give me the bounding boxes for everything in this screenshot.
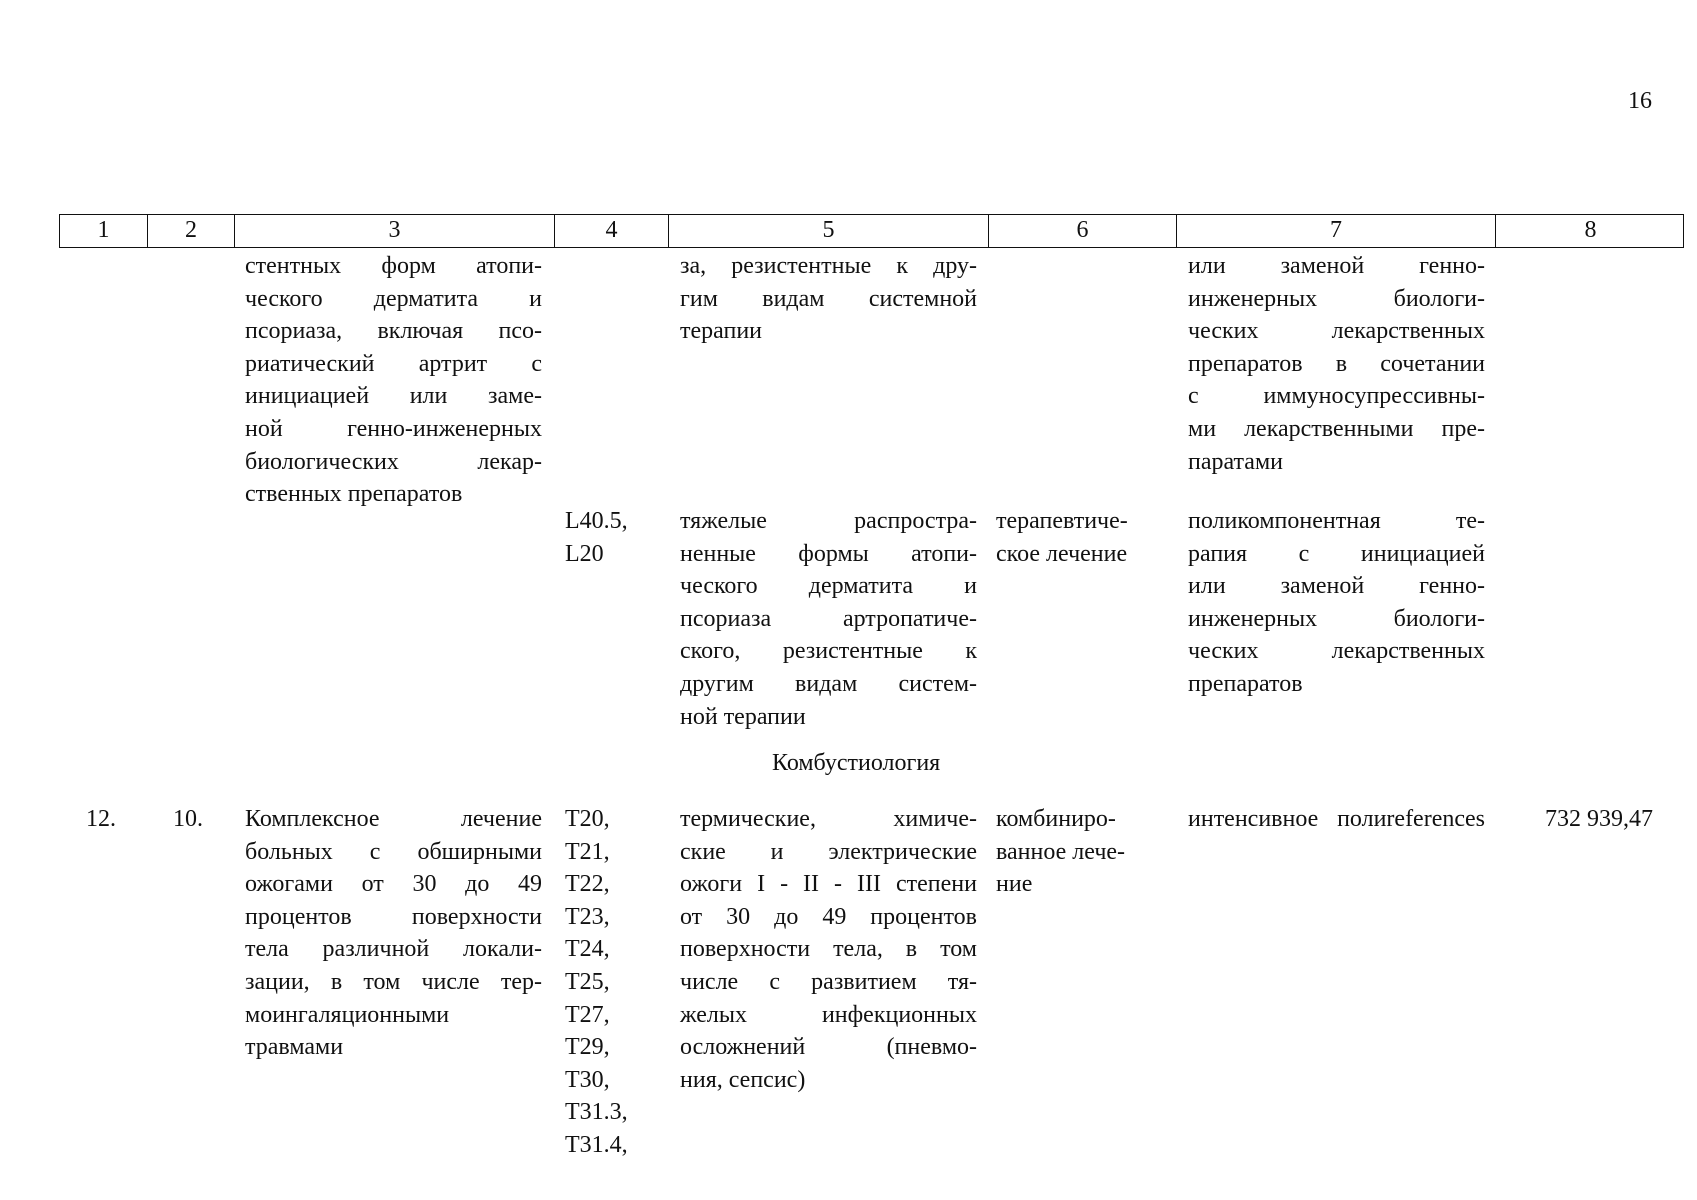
text-line: Комплексное лечение (245, 806, 542, 832)
text-line: псориаза артропатиче- (680, 605, 977, 632)
row2-col7-text (1188, 505, 1485, 701)
header-col-8: 8 (1584, 217, 1597, 243)
cont-col7-text (1188, 250, 1485, 478)
text-line: инициацией или заме- (245, 383, 542, 410)
text-line: риатический артрит с (245, 350, 542, 377)
text-line: биологических лекар- (245, 448, 542, 475)
text-line: ческого дерматита и (680, 573, 977, 600)
row12-codes (565, 803, 665, 1162)
text-line: процентов поверхности (245, 903, 542, 930)
cont-col3-text (245, 250, 542, 511)
text-line: ванное лече- (996, 838, 1126, 865)
text-line: травмами (245, 1034, 344, 1061)
text-line: T25, (565, 968, 610, 995)
text-line: ние (996, 871, 1033, 898)
text-line: с иммуносупрессивны- (1188, 383, 1485, 410)
text-line: поликомпонентная те- (1188, 508, 1485, 534)
text-line: ческих лекарственных (1188, 638, 1485, 665)
text-line: тяжелые распростра- (680, 508, 977, 534)
text-line: ческих лекарственных (1188, 318, 1485, 345)
text-line: препаратов в сочетании (1188, 350, 1485, 377)
text-line: гим видам системной (680, 285, 977, 312)
header-col-1: 1 (60, 215, 148, 247)
section-title: Комбустиология (772, 750, 941, 776)
text-line: термические, химиче- (680, 806, 977, 832)
text-line: осложнений (пневмо- (680, 1034, 977, 1061)
text-line: T30, (565, 1066, 610, 1093)
text-line: ческого дерматита и (245, 285, 542, 312)
row12-subnumber: 10. (173, 806, 203, 832)
text-line: желых инфекционных (680, 1001, 977, 1028)
table-header-row (59, 214, 1684, 248)
text-line: ния, сепсис) (680, 1066, 806, 1093)
row12-col6-text (996, 803, 1166, 901)
text-line: комбиниро- (996, 806, 1116, 832)
text-line: ские и электрические (680, 838, 977, 865)
text-line: L20 (565, 540, 604, 567)
text-line: зации, в том числе тер- (245, 968, 542, 995)
cont-col5-text (680, 250, 977, 348)
text-line: T31.3, (565, 1099, 628, 1126)
text-line: тела различной локали- (245, 936, 542, 963)
text-line: T27, (565, 1001, 610, 1028)
text-line: T21, (565, 838, 610, 865)
text-line: рапия с инициацией (1188, 540, 1485, 567)
text-line: терапии (680, 318, 763, 345)
text-line: другим видам систем- (680, 670, 977, 697)
header-col-4: 4 (555, 215, 669, 247)
text-line: инженерных биологи- (1188, 605, 1485, 632)
text-line: ной генно-инженерных (245, 415, 542, 442)
text-line: или заменой генно- (1188, 253, 1485, 279)
text-line: поверхности тела, в том (680, 936, 977, 963)
text-line: ной терапии (680, 703, 806, 730)
text-line: за, резистентные к дру- (680, 253, 977, 279)
text-line: T24, (565, 936, 610, 963)
text-line: псориаза, включая псо- (245, 318, 542, 345)
text-line: ское лечение (996, 540, 1128, 567)
text-line: T31.4, (565, 1131, 628, 1158)
text-line: инженерных биологи- (1188, 285, 1485, 312)
text-line: T29, (565, 1034, 610, 1061)
row12-cost: 732 939,47 (1545, 806, 1653, 832)
header-col-2: 2 (148, 215, 235, 247)
row2-col5-text (680, 505, 977, 733)
row2-col6-text (996, 505, 1166, 570)
text-line: от 30 до 49 процентов (680, 903, 977, 930)
text-line: интенсивное полиreferences (1188, 806, 1485, 832)
text-line: препаратов (1188, 670, 1303, 697)
row2-codes (565, 505, 665, 570)
text-line: моингаляционными (245, 1001, 450, 1028)
header-col-3: 3 (235, 215, 555, 247)
text-line: или заменой генно- (1188, 573, 1485, 600)
text-line: больных с обширными (245, 838, 542, 865)
text-line: ненные формы атопи- (680, 540, 977, 567)
text-line: ожоги I - II - III степени (680, 871, 977, 898)
header-col-7: 7 (1177, 215, 1496, 247)
row12-number: 12. (86, 806, 116, 832)
text-line: числе с развитием тя- (680, 968, 977, 995)
text-line: L40.5, (565, 508, 628, 534)
text-line: стентных форм атопи- (245, 253, 542, 279)
text-line: T22, (565, 871, 610, 898)
text-line: ского, резистентные к (680, 638, 977, 665)
text-line: ственных препаратов (245, 481, 463, 508)
text-line: паратами (1188, 448, 1283, 475)
row12-col3-text (245, 803, 542, 1064)
header-col-5: 5 (669, 215, 989, 247)
page-number: 16 (1628, 88, 1652, 114)
text-line: T23, (565, 903, 610, 930)
header-col-6: 6 (989, 215, 1177, 247)
text-line: ожогами от 30 до 49 (245, 871, 542, 898)
text-line: терапевтиче- (996, 508, 1128, 534)
row12-col7-text (1188, 803, 1485, 836)
row12-col5-text (680, 803, 977, 1096)
text-line: ми лекарственными пре- (1188, 415, 1485, 442)
text-line: T20, (565, 806, 610, 832)
